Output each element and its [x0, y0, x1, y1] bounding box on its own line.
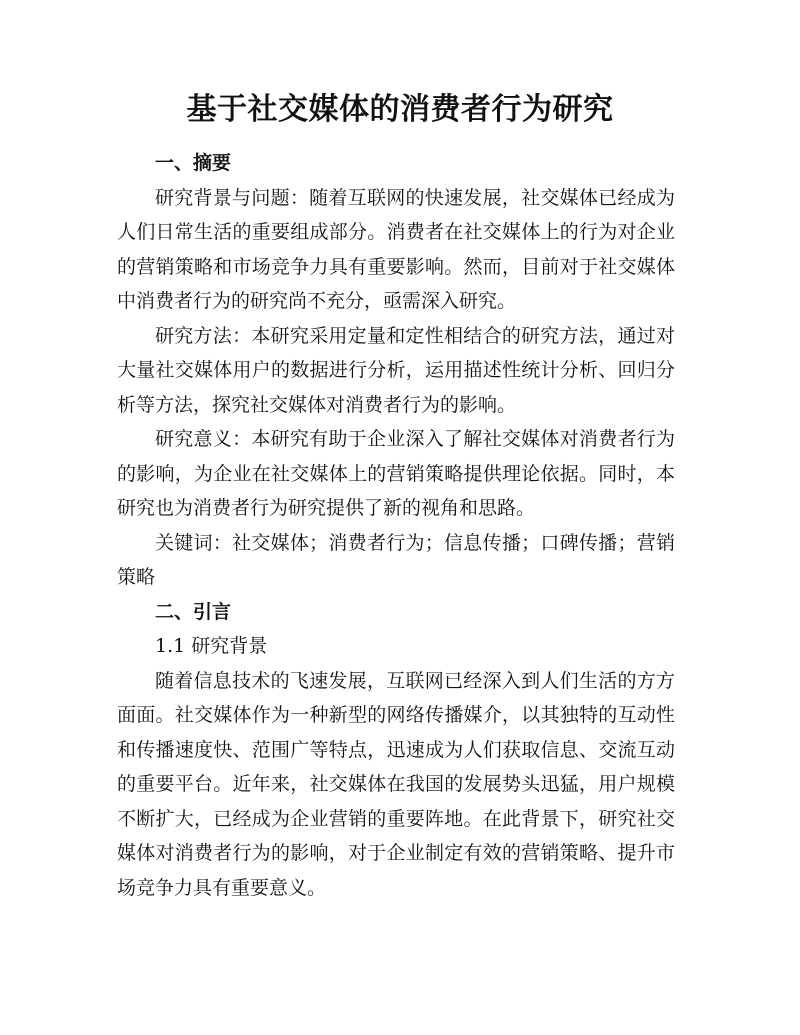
document-title: 基于社交媒体的消费者行为研究 — [186, 92, 614, 127]
abstract-keywords-paragraph: 关键词：社交媒体；消费者行为；信息传播；口碑传播；营销策略 — [117, 531, 675, 588]
abstract-background-paragraph: 研究背景与问题：随着互联网的快速发展，社交媒体已经成为人们日常生活的重要组成部分。消费者在社交媒体上的行为对企业的营销策略和市场竞争力具有重要影响。然而，目前对于社交媒体中消费者行为的研究尚不充分，亟需深入研究。 — [117, 186, 675, 312]
document-body — [117, 146, 675, 905]
section-heading-introduction: 二、引言 — [155, 600, 232, 623]
abstract-significance-paragraph: 研究意义：本研究有助于企业深入了解社交媒体对消费者行为的影响，为企业在社交媒体上的营销策略提供理论依据。同时，本研究也为消费者行为研究提供了新的视角和思路。 — [117, 428, 675, 519]
section-heading-abstract: 一、摘要 — [155, 152, 232, 174]
abstract-method-paragraph: 研究方法：本研究采用定量和定性相结合的研究方法，通过对大量社交媒体用户的数据进行分析，运用描述性统计分析、回归分析等方法，探究社交媒体对消费者行为的影响。 — [117, 324, 675, 416]
introduction-background-paragraph: 随着信息技术的飞速发展，互联网已经深入到人们生活的方方面面。社交媒体作为一种新型的网络传播媒介，以其独特的互动性和传播速度快、范围广等特点，迅速成为人们获取信息、交流互动的重要平台。近年来，社交媒体在我国的发展势头迅猛，用户规模不断扩大，已经成为企业营销的重要阵地。在此背景下，研究社交媒体对消费者行为的影响，对于企业制定有效的营销策略、提升市场竞争力具有重要意义。 — [117, 669, 675, 899]
subsection-heading-background: 1.1 研究背景 — [155, 635, 268, 657]
